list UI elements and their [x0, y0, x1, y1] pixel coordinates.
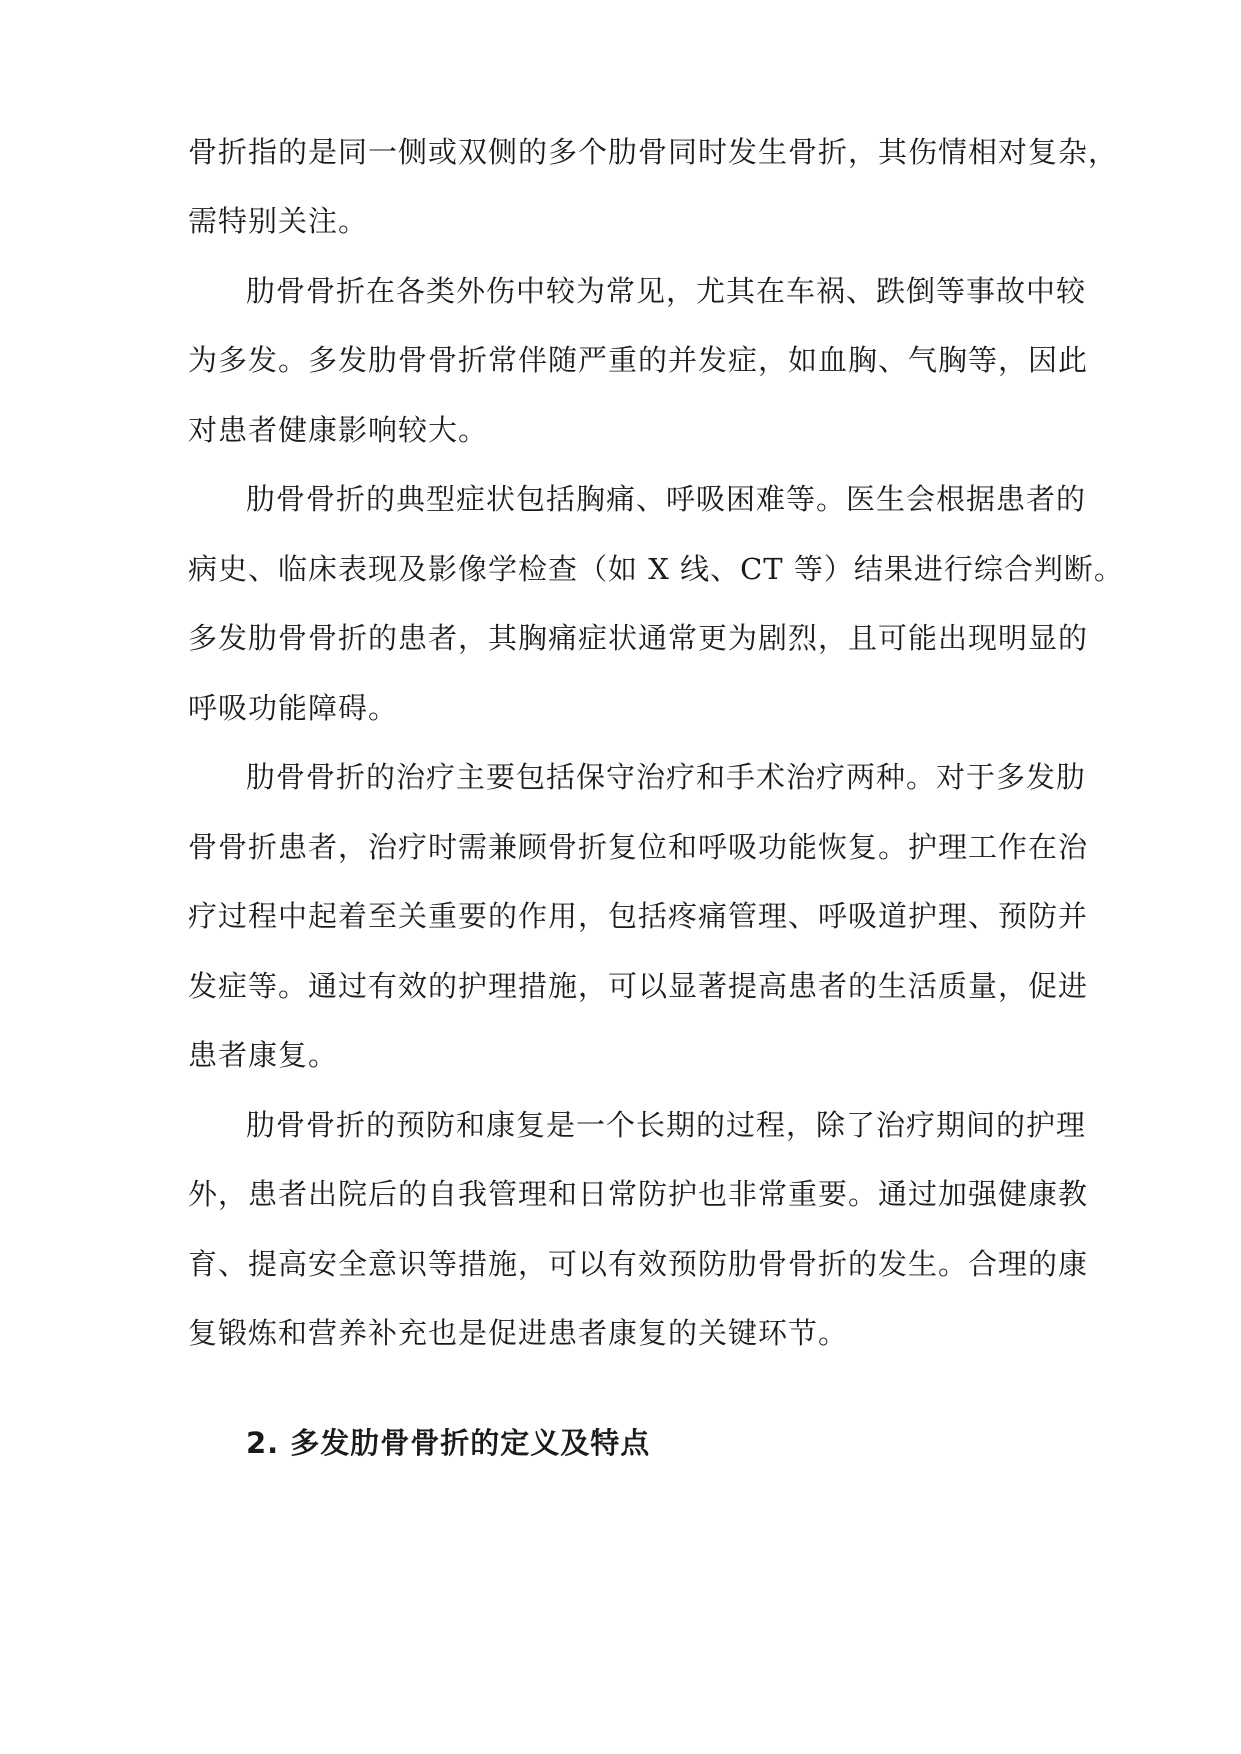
paragraph-5-line-1: 肋骨骨折的预防和康复是一个长期的过程，除了治疗期间的护理 [246, 1108, 1087, 1142]
paragraph-1-line-2: 需特别关注。 [188, 204, 369, 238]
section-heading: 2. 多发肋骨骨折的定义及特点 [246, 1426, 651, 1460]
paragraph-5-line-2: 外，患者出院后的自我管理和日常防护也非常重要。通过加强健康教 [188, 1177, 1089, 1211]
paragraph-1-line-1: 骨折指的是同一侧或双侧的多个肋骨同时发生骨折，其伤情相对复杂， [188, 135, 1119, 169]
paragraph-3-line-2: 病史、临床表现及影像学检查（如 X 线、CT 等）结果进行综合判断。 [188, 552, 1124, 586]
paragraph-2-line-3: 对患者健康影响较大。 [188, 413, 489, 447]
paragraph-5-line-4: 复锻炼和营养补充也是促进患者康复的关键环节。 [188, 1316, 849, 1350]
paragraph-4-line-3: 疗过程中起着至关重要的作用，包括疼痛管理、呼吸道护理、预防并 [188, 899, 1089, 933]
paragraph-4-line-5: 患者康复。 [188, 1038, 339, 1072]
paragraph-5-line-3: 育、提高安全意识等措施，可以有效预防肋骨骨折的发生。合理的康 [188, 1247, 1089, 1281]
paragraph-4-line-2: 骨骨折患者，治疗时需兼顾骨折复位和呼吸功能恢复。护理工作在治 [188, 830, 1089, 864]
paragraph-2-line-2: 为多发。多发肋骨骨折常伴随严重的并发症，如血胸、气胸等，因此 [188, 343, 1089, 377]
paragraph-4-line-4: 发症等。通过有效的护理措施，可以显著提高患者的生活质量，促进 [188, 969, 1089, 1003]
paragraph-2-line-1: 肋骨骨折在各类外伤中较为常见，尤其在车祸、跌倒等事故中较 [246, 274, 1087, 308]
paragraph-4-line-1: 肋骨骨折的治疗主要包括保守治疗和手术治疗两种。对于多发肋 [246, 760, 1087, 794]
paragraph-3-line-4: 呼吸功能障碍。 [188, 691, 399, 725]
paragraph-3-line-3: 多发肋骨骨折的患者，其胸痛症状通常更为剧烈，且可能出现明显的 [188, 621, 1089, 655]
paragraph-3-line-1: 肋骨骨折的典型症状包括胸痛、呼吸困难等。医生会根据患者的 [246, 482, 1087, 516]
